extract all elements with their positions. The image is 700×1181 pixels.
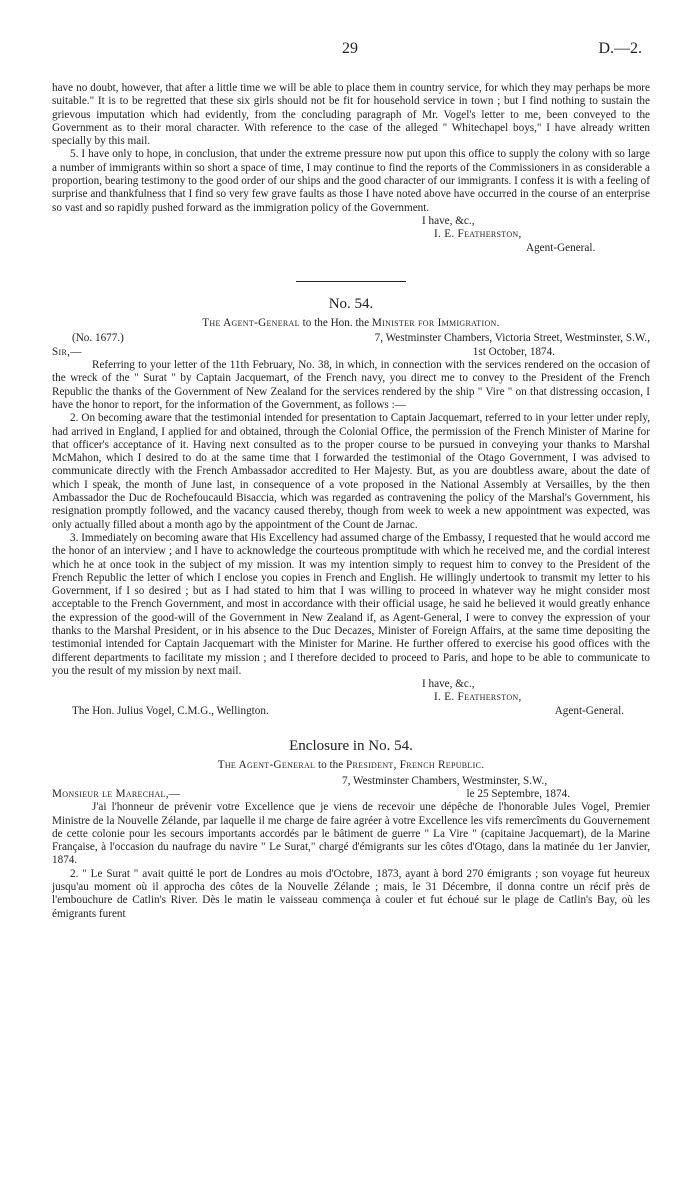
letter-heading-from: The Agent-General [202, 317, 300, 330]
letter-heading-to: Minister for Immigration. [371, 317, 500, 330]
letter-heading-mid: to the Hon. the [299, 317, 372, 330]
enclosure-title: Enclosure in No. 54. [289, 738, 413, 755]
intro-signer-title: Agent-General. [526, 241, 596, 254]
letter-address: 7, Westminster Chambers, Victoria Street, Westminster, S.W., [374, 332, 650, 345]
letter-closing: I have, &c., [422, 678, 475, 691]
letter-addressee-row [52, 705, 650, 718]
letter-signature [422, 678, 650, 705]
letter-date: 1st October, 1874. [472, 345, 555, 358]
document-body [52, 82, 650, 921]
letter-title: No. 54. [328, 295, 374, 312]
page-header [0, 40, 700, 64]
section-divider [296, 281, 406, 282]
enclosure-heading [52, 759, 650, 772]
enclosure-salutation: Monsieur le Marechal,— [52, 787, 181, 800]
letter-ref-number: (No. 1677.) [72, 332, 124, 345]
page-number: 29 [342, 40, 358, 57]
letter-addressee: The Hon. Julius Vogel, C.M.G., Wellington. [72, 704, 269, 717]
enclosure-address: 7, Westminster Chambers, Westminster, S.W., [342, 774, 548, 787]
intro-closing: I have, &c., [422, 214, 475, 227]
letter-heading [52, 317, 650, 330]
intro-signature [422, 215, 650, 255]
enclosure-salutation-row [52, 788, 650, 801]
document-reference: D.—2. [598, 40, 642, 57]
intro-paragraph-5: 5. I have only to hope, in conclusion, that under the extreme pressure now put upon this office to supply the colony with so large a number of immigrants within so short a space of time, I may continue to find the reports of the Commissioners in as considerable a proportion, bearing testimony to the good order of our ships and the good character of our immigrants. I confess it is with a feeling of surprise and thankfulness that I find so very few grave faults as those I have noted above have occurred in the course of an enterprise so vast and so rapidly pushed forward as the immigration policy of the Government. [52, 148, 650, 214]
letter-paragraph-1: Referring to your letter of the 11th February, No. 38, in which, in connection with the services rendered on the occasion of the wreck of the " Surat " by Captain Jacquemart, of the French navy, you direct me to convey to the President of the French Republic the thanks of the Government of New Zealand for the services rendered by the ship " Vire " on that distressing occasion, I have the honor to report, for the information of the Government, as follows :— [52, 359, 650, 411]
enclosure-paragraph-1: J'ai l'honneur de prévenir votre Excellence que je viens de recevoir une dépêche de l'honorable Jules Vogel, Premier Ministre de la Nouvelle Zélande, par laquelle il me charge de faire agréer à votre Excellence les vifs remercîments du Gouvernement de cette colonie pour les secours importants accordés par le bâtiment de guerre " La Vire " (capitaine Jacquemart), de la Marine Française, à l'occasion du naufrage du navire " Le Surat," chargé d'émigrants sur les côtes d'Otago, dans la matinée du 1er Janvier, 1874. [52, 801, 650, 867]
enclosure-heading-from: The Agent-General [217, 759, 316, 772]
letter-salutation-row [52, 346, 650, 359]
intro-paragraph: have no doubt, however, that after a little time we will be able to place them in country service, for which they may perhaps be more suitable." It is to be regretted that these six girls should not be fit for household service in town ; but I find nothing to sustain the grievous imputation which had evidently, from the concluding paragraph of Mr. Vogel's letter to me, been conveyed to the Government as to their moral character. With reference to the case of the alleged " Whitechapel boys," I have already written specially by this mail. [52, 82, 650, 148]
letter-paragraph-3: 3. Immediately on becoming aware that His Excellency had assumed charge of the Embassy, I requested that he would accord me the honor of an interview ; and I have to acknowledge the courteous promptitude with which he received me, and the cordial interest which he at once took in the subject of my mission. It was my intention simply to request him to convey to the President of the French Republic the letter of which I enclose you copies in French and English. He willingly undertook to transmit my letter to his Government, if I so desired ; but as I had stated to him that I was willing to proceed in whatever way he might consider most acceptable to the French Government, and most in accordance with their official usage, he said he believed it would greatly enhance the expression of the good-will of the Government in New Zealand if, as Agent-General, I were to convey the expression of your thanks to the Marshal President, or in his absence to the Duc Decazes, Minister of Foreign Affairs, at the same time depositing the testimonial intended for Captain Jacquemart with the Minister for Marine. He further offered to exercise his good offices with the different departments to facilitate my mission ; and I therefore decided to proceed to Paris, and hope to be able to communicate to you the result of my mission by next mail. [52, 531, 650, 677]
enclosure-paragraph-2: 2. " Le Surat " avait quitté le port de Londres au mois d'Octobre, 1873, ayant à bord 270 émigrants ; son voyage fut heureux jusqu'au moment où il approcha des côtes de la Nouvelle Zélande ; mais, le 31 Décembre, il donna contre un récif près de l'embouchure de Catlin's River. Dès le matin le vaisseau commença à couler et fut échoué sur le plage de Catlin's Bay, où les émigrants furent [52, 867, 650, 920]
enclosure-address-row [52, 775, 650, 788]
letter-salutation: Sir,— [52, 345, 82, 358]
letter-paragraph-2: 2. On becoming aware that the testimonial intended for presentation to Captain Jacquemart, referred to in your letter under reply, had arrived in England, I applied for and obtained, through the Colonial Office, the permission of the French Minister of Marine for that officer's acceptance of it. Having next consulted as to the proper course to be pursued in conveying your thanks to Marshal McMahon, which I desired to do at the same time that I forwarded the testimonial of the Otago Government, I was advised to communicate directly with the French Ambassador accredited to Her Majesty. But, as you are doubtless aware, about the date of which I speak, the month of June last, in consequence of a vote proposed in the National Assembly at Versailles, by the then Ambassador the Duc de Rochefoucauld Bisaccia, which was regarded as contravening the policy of the Marshal's Government, his resignation promptly followed, and the vacancy caused thereby, though from week to week a new appointment was expected, was only actually filled about a month ago by the appointment of the Count de Jarnac. [52, 412, 650, 531]
enclosure-heading-to: President, French Republic. [346, 759, 485, 772]
intro-signer: I. E. Featherston, [434, 228, 522, 241]
letter-signer-title: Agent-General. [554, 704, 624, 717]
letter-ref-row [52, 332, 650, 345]
letter-signer: I. E. Featherston, [434, 691, 522, 704]
enclosure-date: le 25 Septembre, 1874. [466, 787, 570, 800]
enclosure-heading-mid: to the [315, 759, 346, 772]
